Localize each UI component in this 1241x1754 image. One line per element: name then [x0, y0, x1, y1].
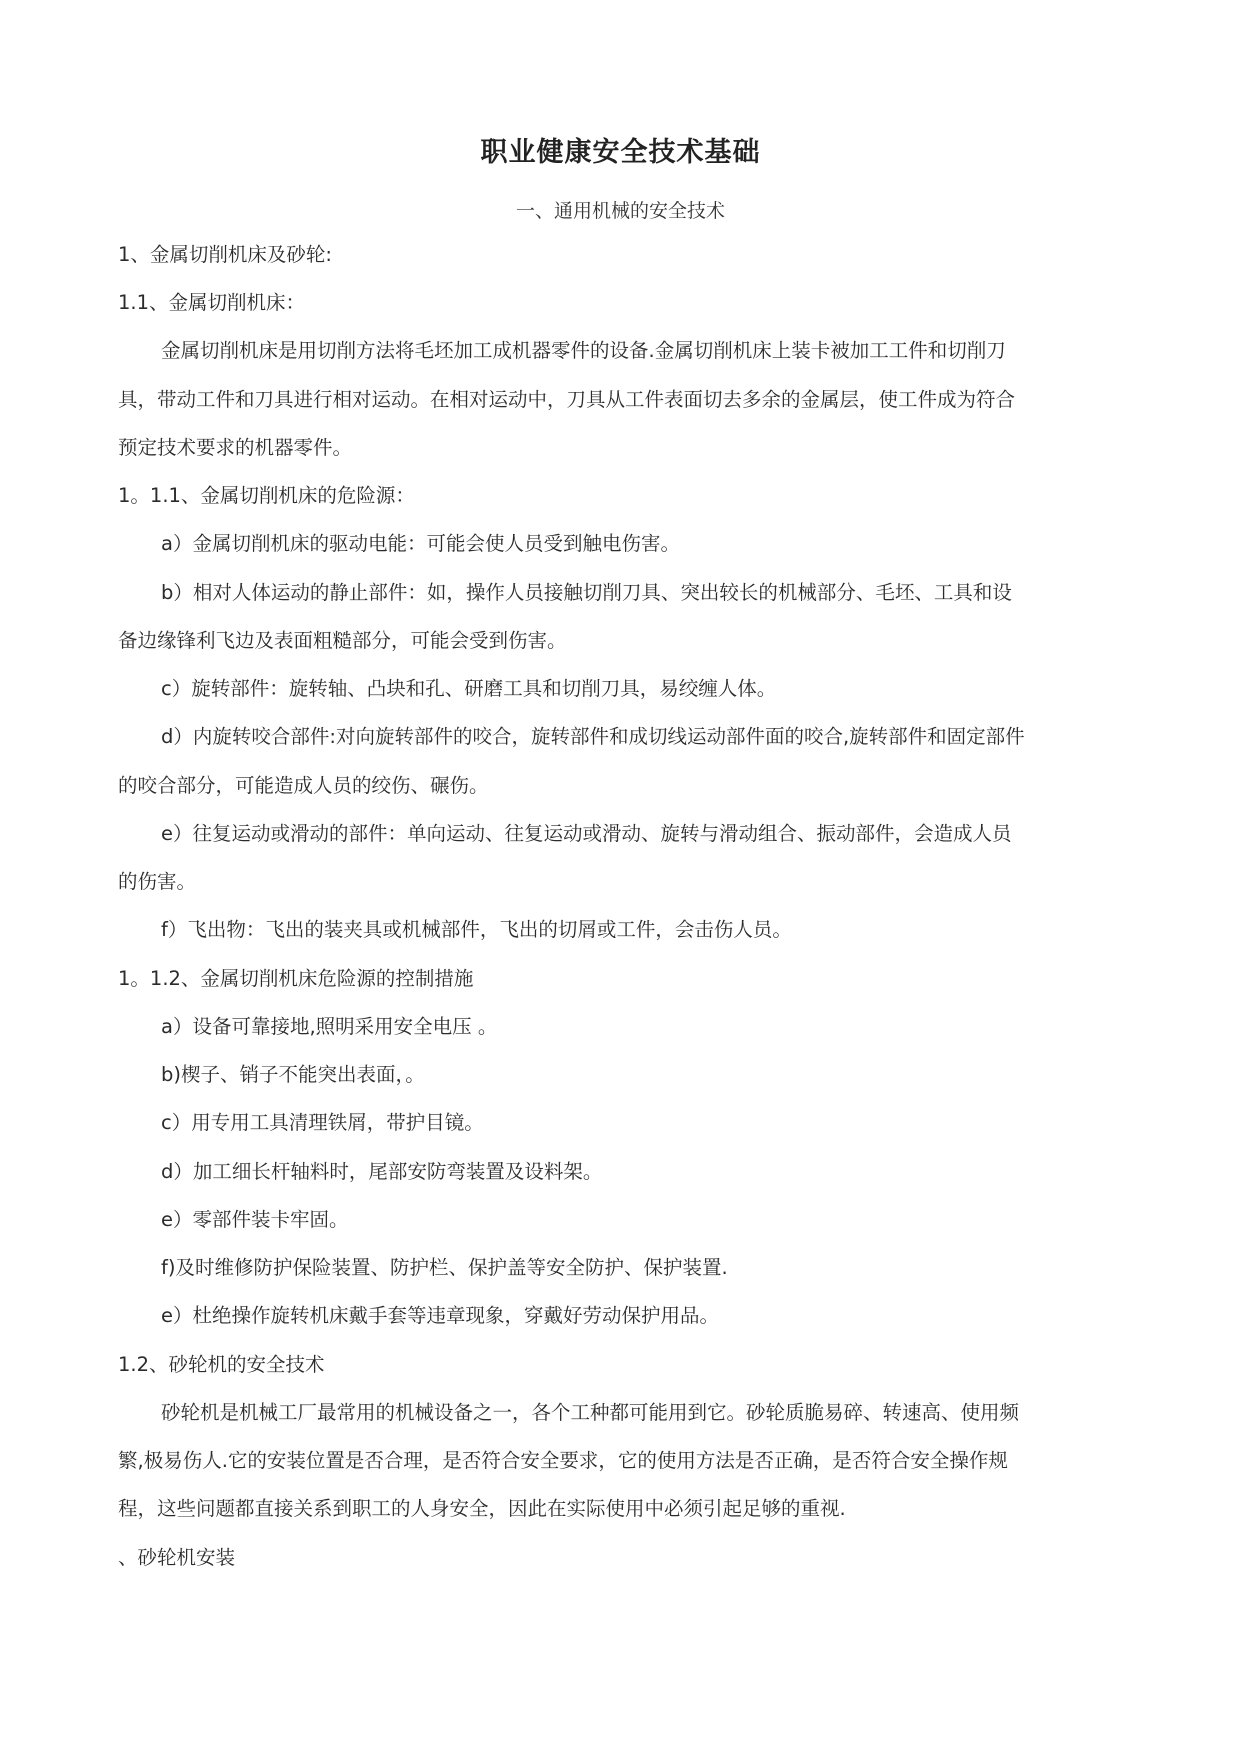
- paragraph-line: 具，带动工件和刀具进行相对运动。在相对运动中，刀具从工件表面切去多余的金属层，使工件成为符合: [118, 388, 1016, 411]
- heading-1-1: 1.1、金属切削机床：: [118, 291, 306, 314]
- paragraph-line: 程，这些问题都直接关系到职工的人身安全，因此在实际使用中必须引起足够的重视.: [118, 1497, 846, 1520]
- hazard-item-f: f）飞出物：飞出的装夹具或机械部件，飞出的切屑或工件，会击伤人员。: [161, 918, 792, 941]
- hazard-item-c: c）旋转部件：旋转轴、凸块和孔、研磨工具和切削刀具，易绞缠人体。: [161, 677, 777, 700]
- heading-1-1-1: 1。1.1、金属切削机床的危险源：: [118, 484, 415, 507]
- hazard-item-a: a）金属切削机床的驱动电能：可能会使人员受到触电伤害。: [161, 532, 680, 555]
- hazard-item-b: b）相对人体运动的静止部件：如，操作人员接触切削刀具、突出较长的机械部分、毛坯、工具和设: [161, 581, 1012, 604]
- hazard-item-d: d）内旋转咬合部件:对向旋转部件的咬合，旋转部件和成切线运动部件面的咬合,旋转部件和固定部件: [161, 725, 1025, 748]
- measure-item-c: c）用专用工具清理铁屑，带护目镜。: [161, 1111, 484, 1134]
- document-title: 职业健康安全技术基础: [480, 137, 761, 168]
- measure-item-f: f)及时维修防护保险装置、防护栏、保护盖等安全防护、保护装置.: [161, 1256, 728, 1279]
- measure-item-g: e）杜绝操作旋转机床戴手套等违章现象，穿戴好劳动保护用品。: [161, 1304, 719, 1327]
- measure-item-e: e）零部件装卡牢固。: [161, 1208, 349, 1231]
- heading-1: 1、金属切削机床及砂轮:: [118, 243, 332, 266]
- hazard-item-b-cont: 备边缘锋利飞边及表面粗糙部分，可能会受到伤害。: [118, 629, 567, 652]
- paragraph-line: 繁,极易伤人.它的安装位置是否合理，是否符合安全要求，它的使用方法是否正确，是否符合安全操作规: [118, 1449, 1008, 1472]
- hazard-item-d-cont: 的咬合部分，可能造成人员的绞伤、碾伤。: [118, 774, 489, 797]
- measure-item-d: d）加工细长杆轴料时，尾部安防弯装置及设料架。: [161, 1160, 603, 1183]
- section-subtitle: 一、通用机械的安全技术: [515, 200, 725, 222]
- paragraph-line: 砂轮机是机械工厂最常用的机械设备之一，各个工种都可能用到它。砂轮质脆易碎、转速高、使用频: [161, 1401, 1020, 1424]
- heading-1-1-2: 1。1.2、金属切削机床危险源的控制措施: [118, 967, 474, 990]
- paragraph-line: 金属切削机床是用切削方法将毛坯加工成机器零件的设备.金属切削机床上装卡被加工工件和切削刀: [161, 339, 1006, 362]
- heading-install: 、砂轮机安装: [118, 1546, 236, 1569]
- hazard-item-e: e）往复运动或滑动的部件：单向运动、往复运动或滑动、旋转与滑动组合、振动部件，会造成人员: [161, 822, 1012, 845]
- paragraph-line: 预定技术要求的机器零件。: [118, 436, 353, 459]
- measure-item-b: b)楔子、销子不能突出表面，。: [161, 1063, 425, 1086]
- heading-1-2: 1.2、砂轮机的安全技术: [118, 1353, 325, 1376]
- measure-item-a: a）设备可靠接地,照明采用安全电压 。: [161, 1015, 498, 1038]
- hazard-item-e-cont: 的伤害。: [118, 870, 197, 893]
